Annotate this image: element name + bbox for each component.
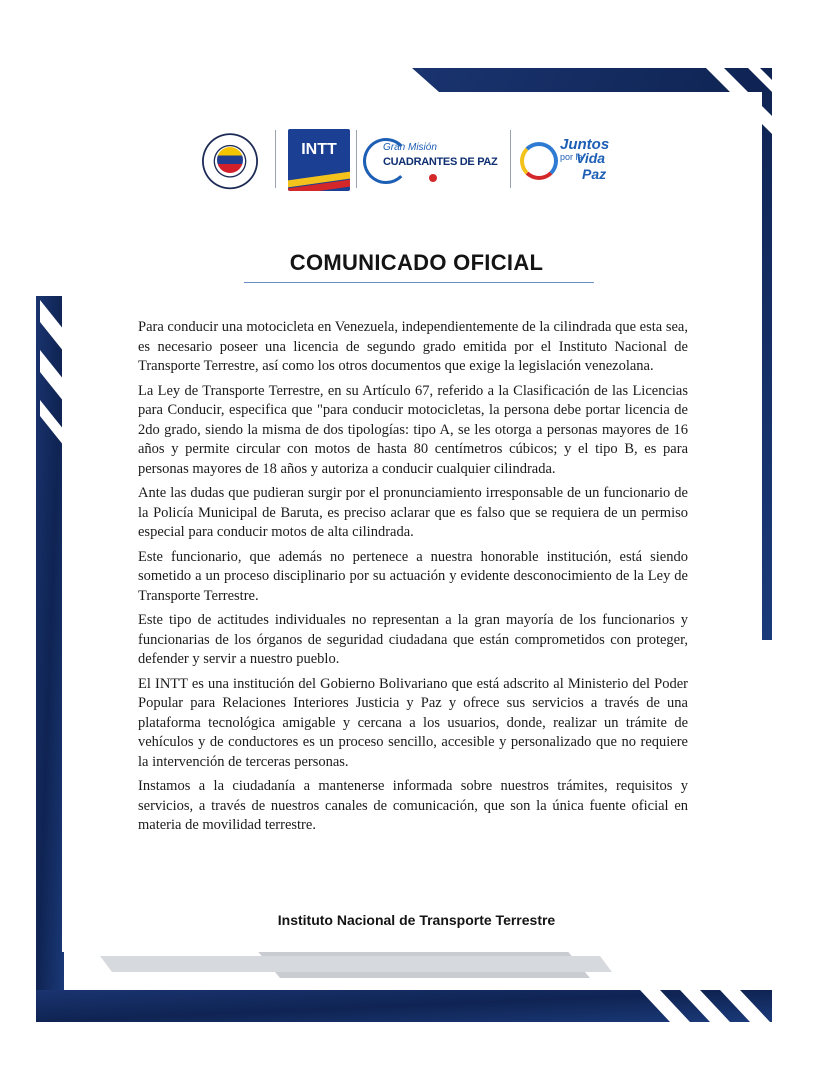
document-body [138, 318, 688, 841]
gran-mision-logo-icon [362, 125, 504, 195]
paragraph: Este funcionario, que además no pertenece a nuestra honorable institución, está siendo sometido a un proceso disciplinario por su actuación y evidente desconocimiento de la Ley de Transporte Terrestre. [138, 548, 688, 604]
juntos-line3: Vida [576, 150, 606, 166]
signature-institution: Instituto Nacional de Transporte Terrestre [277, 912, 556, 928]
document-title: COMUNICADO OFICIAL [289, 250, 544, 275]
gran-mision-line2: CUADRANTES DE PAZ [383, 156, 498, 168]
paragraph: La Ley de Transporte Terrestre, en su Artículo 67, referido a la Clasificación de las Licencias para Conducir, especifica que "para conducir motocicletas, la persona debe portar licencia de 2do grado, siendo la misma de dos tipologías: tipo A, se les otorga a personas mayores de 16 años y permite circular con motos de hasta 80 centímetros cúbicos; y el tipo B, es para personas mayores de 18 años y autoriza a conducir cualquier cilindrada. [138, 382, 688, 477]
logo-bar [0, 125, 833, 195]
intt-logo-text: INTT [301, 141, 337, 158]
paragraph: Instamos a la ciudadanía a mantenerse informada sobre nuestros trámites, requisitos y servicios, a través de nuestros canales de comunicación, que son la única fuente oficial en materia de movilidad terrestre. [138, 778, 688, 833]
paragraph: Para conducir una motocicleta en Venezuela, independientemente de la cilindrada que esta sea, es necesario poseer una licencia de segundo grado emitida por el Instituto Nacional de Transporte Terrestre, así como los otros documentos que exige la legislación venezolana. [138, 319, 688, 374]
logo-divider [275, 130, 276, 188]
logo-divider [356, 130, 357, 188]
national-seal-icon [196, 125, 264, 195]
title-underline [244, 282, 594, 283]
paragraph: Este tipo de actitudes individuales no representan a la gran mayoría de los funcionarios y funcionarias de los órganos de seguridad ciudadana que están comprometidos con proteger, defender y servir a nuestro pueblo. [138, 612, 688, 667]
juntos-por-la-vida-logo-icon [516, 125, 626, 195]
paragraph: El INTT es una institución del Gobierno Bolivariano que está adscrito al Ministerio del Poder Popular para Relaciones Interiores Justicia y Paz y ofrece sus servicios a través de una plataforma tecnológica amigable y cercana a los usuarios, donde, realizar un trámite de vehículos y de conductores es un proceso sencillo, accesible y personalizado que no requiere la intervención de terceras personas. [138, 675, 688, 770]
juntos-line1: Juntos [560, 136, 610, 153]
intt-logo-icon [287, 125, 351, 195]
juntos-line2: por la [560, 152, 583, 162]
paragraph: Ante las dudas que pudieran surgir por el pronunciamiento irresponsable de un funcionario de la Policía Municipal de Baruta, es preciso aclarar que es falso que se requiera de un permiso especial para conducir motos de alta cilindrada. [138, 485, 688, 540]
gran-mision-line1: Gran Misión [383, 142, 437, 153]
logo-divider [510, 130, 511, 188]
juntos-line4: Paz [582, 166, 607, 182]
